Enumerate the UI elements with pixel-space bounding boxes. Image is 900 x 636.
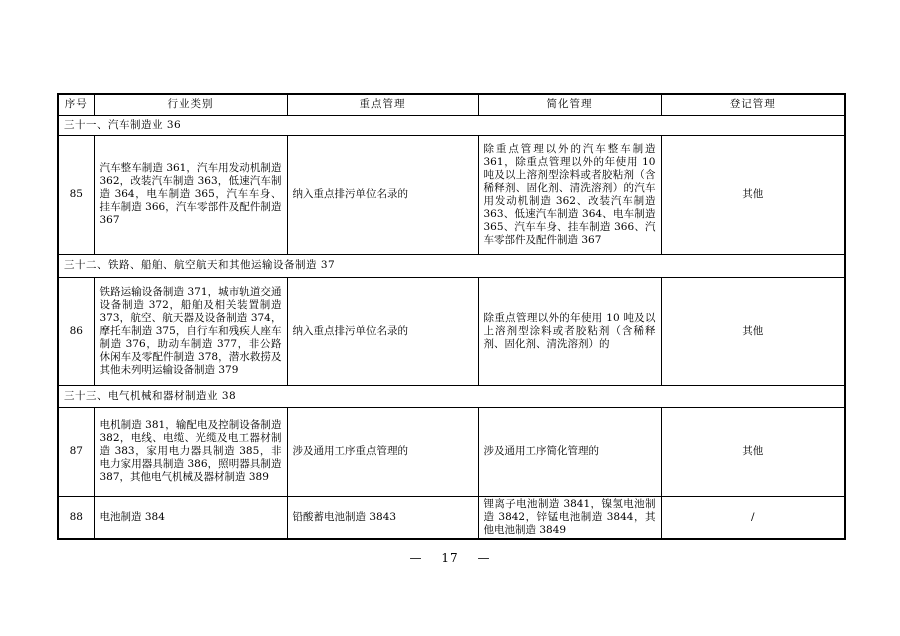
row-number-cell: 87 <box>58 407 94 496</box>
column-header-key-management: 重点管理 <box>287 94 478 115</box>
registration-management-cell: 其他 <box>661 135 845 254</box>
column-header-registration-management: 登记管理 <box>661 94 845 115</box>
row-number-cell: 86 <box>58 277 94 385</box>
column-header-industry: 行业类别 <box>94 94 287 115</box>
simplified-management-cell: 锂离子电池制造 3841，镍氢电池制造 3842，锌锰电池制造 3844，其他电池制造 3849 <box>478 496 661 539</box>
key-management-cell: 涉及通用工序重点管理的 <box>287 407 478 496</box>
row-number-cell: 85 <box>58 135 94 254</box>
registration-management-cell: / <box>661 496 845 539</box>
table-row <box>58 496 845 539</box>
row-number-cell: 88 <box>58 496 94 539</box>
simplified-management-cell: 涉及通用工序简化管理的 <box>478 407 661 496</box>
registration-management-cell: 其他 <box>661 277 845 385</box>
key-management-cell: 铅酸蓄电池制造 3843 <box>287 496 478 539</box>
column-header-no: 序号 <box>58 94 94 115</box>
key-management-cell: 纳入重点排污单位名录的 <box>287 135 478 254</box>
section-header-label: 三十一、汽车制造业 36 <box>58 115 845 135</box>
section-header-label: 三十二、铁路、船舶、航空航天和其他运输设备制造 37 <box>58 254 845 277</box>
table-row <box>58 135 845 254</box>
industry-category-cell: 电池制造 384 <box>94 496 287 539</box>
simplified-management-cell: 除重点管理以外的年使用 10 吨及以上溶剂型涂料或者胶粘剂（含稀释剂、固化剂、清洗溶剂）的 <box>478 277 661 385</box>
section-header-row <box>58 385 845 407</box>
section-header-row <box>58 254 845 277</box>
industry-category-cell: 电机制造 381，输配电及控制设备制造 382，电线、电缆、光缆及电工器材制造 383，家用电力器具制造 385，非电力家用器具制造 386，照明器具制造 387，其他电气机械及器材制造 389 <box>94 407 287 496</box>
column-header-simplified-management: 简化管理 <box>478 94 661 115</box>
simplified-management-cell: 除重点管理以外的汽车整车制造 361，除重点管理以外的年使用 10 吨及以上溶剂型涂料或者胶粘剂（含稀释剂、固化剂、清洗溶剂）的汽车用发动机制造 362、改装汽车制造 363、低速汽车制造 364、电车制造 365、汽车车身、挂车制造 366、汽车零部件及配件制造 367 <box>478 135 661 254</box>
permit-management-table <box>57 93 846 540</box>
table-row <box>58 277 845 385</box>
section-header-row <box>58 115 845 135</box>
table-row <box>58 407 845 496</box>
table-header-row <box>58 94 845 115</box>
industry-category-cell: 铁路运输设备制造 371，城市轨道交通设备制造 372，船舶及相关装置制造 373，航空、航天器及设备制造 374，摩托车制造 375，自行车和残疾人座车制造 376，助动车制造 377，非公路休闲车及零配件制造 378，潜水救捞及其他未列明运输设备制造 379 <box>94 277 287 385</box>
key-management-cell: 纳入重点排污单位名录的 <box>287 277 478 385</box>
industry-category-cell: 汽车整车制造 361，汽车用发动机制造 362，改装汽车制造 363，低速汽车制造 364，电车制造 365，汽车车身、挂车制造 366，汽车零部件及配件制造 367 <box>94 135 287 254</box>
page-number: — 17 — <box>409 551 491 565</box>
registration-management-cell: 其他 <box>661 407 845 496</box>
section-header-label: 三十三、电气机械和器材制造业 38 <box>58 385 845 407</box>
